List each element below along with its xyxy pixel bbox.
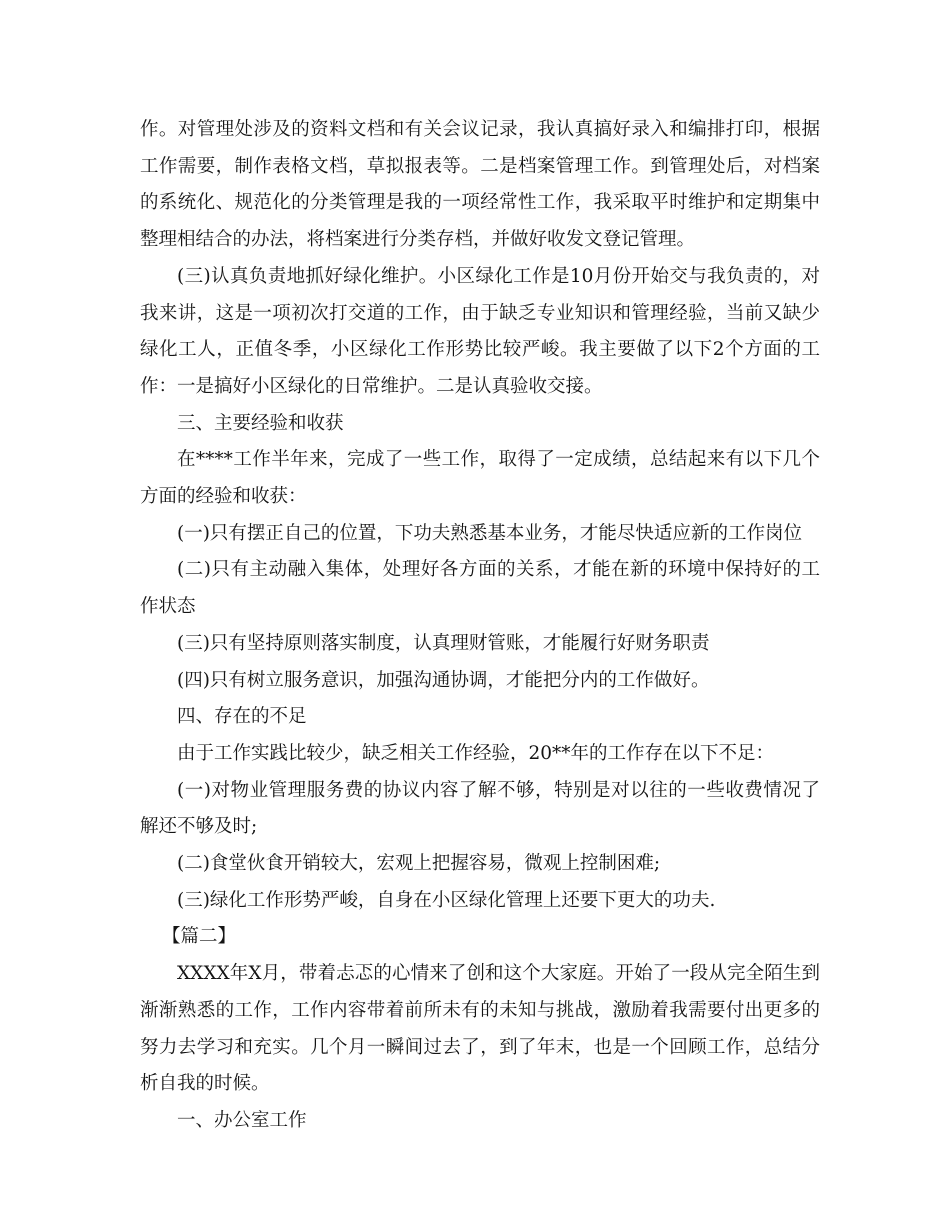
document-body <box>140 112 820 1140</box>
paragraph-greening-maintenance: (三)认真负责地抓好绿化维护。小区绿化工作是10月份开始交与我负责的，对我来讲，这是一项初次打交道的工作，由于缺乏专业知识和管理经验，当前又缺少绿化工人，正值冬季，小区绿化工作形势比较严峻。我主要做了以下2个方面的工作：一是搞好小区绿化的日常维护。二是认真验收交接。 <box>140 265 820 397</box>
list-item-experience-1: (一)只有摆正自己的位置，下功夫熟悉基本业务，才能尽快适应新的工作岗位 <box>177 522 802 544</box>
paragraph-part-two-intro: XXXX年X月，带着忐忑的心情来了创和这个大家庭。开始了一段从完全陌生到渐渐熟悉的工作，工作内容带着前所未有的未知与挑战，激励着我需要付出更多的努力去学习和充实。几个月一瞬间过去了，到了年末，也是一个回顾工作，总结分析自我的时候。 <box>140 963 820 1095</box>
heading-shortcomings: 四、存在的不足 <box>177 706 307 728</box>
list-item-shortcoming-2: (二)食堂伙食开销较大，宏观上把握容易，微观上控制困难; <box>177 853 661 875</box>
list-item-shortcoming-3: (三)绿化工作形势严峻，自身在小区绿化管理上还要下更大的功夫. <box>177 889 716 911</box>
list-item-shortcoming-1: (一)对物业管理服务费的协议内容了解不够，特别是对以往的一些收费情况了解还不够及时; <box>140 779 820 838</box>
list-item-experience-3: (三)只有坚持原则落实制度，认真理财管账，才能履行好财务职责 <box>177 632 710 654</box>
heading-experience: 三、主要经验和收获 <box>177 412 344 434</box>
paragraph-shortcomings-intro: 由于工作实践比较少，缺乏相关工作经验，20**年的工作存在以下不足： <box>177 742 775 764</box>
list-item-experience-2: (二)只有主动融入集体，处理好各方面的关系，才能在新的环境中保持好的工作状态 <box>140 559 820 618</box>
paragraph-experience-intro: 在****工作半年来，完成了一些工作，取得了一定成绩，总结起来有以下几个方面的经验和收获： <box>140 449 820 508</box>
list-item-experience-4: (四)只有树立服务意识，加强沟通协调，才能把分内的工作做好。 <box>177 669 710 691</box>
section-tag-part-two: 【篇二】 <box>162 926 237 948</box>
heading-office-work: 一、办公室工作 <box>177 1109 307 1131</box>
paragraph-archive-work: 作。对管理处涉及的资料文档和有关会议记录，我认真搞好录入和编排打印，根据工作需要，制作表格文档，草拟报表等。二是档案管理工作。到管理处后，对档案的系统化、规范化的分类管理是我的一项经常性工作，我采取平时维护和定期集中整理相结合的办法，将档案进行分类存档，并做好收发文登记管理。 <box>140 119 820 251</box>
